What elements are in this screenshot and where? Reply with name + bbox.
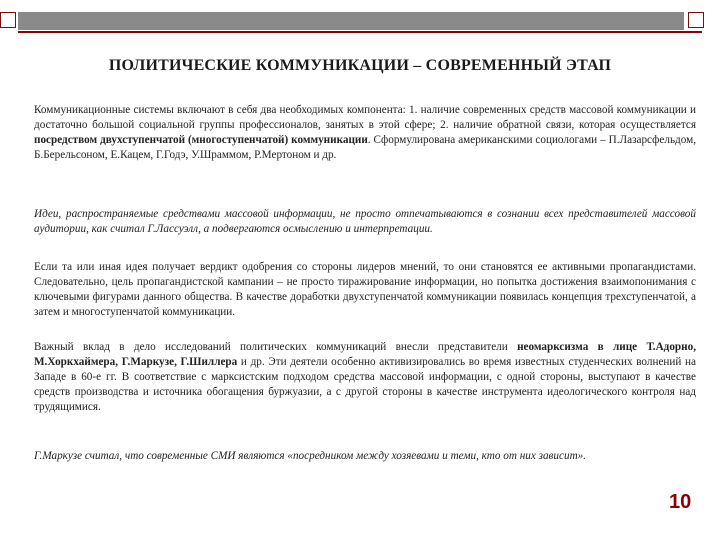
corner-square-right [688,12,704,28]
paragraph-components-text-a: Коммуникационные системы включают в себя два необходимых компонента: 1. наличие современных средств массовой коммуникации и достаточно большой социальной группы профессионалов, занятых в этой сфере; 2. наличие обратной связи, которая осуществляется [34,104,696,131]
paragraph-opinion-leaders: Если та или иная идея получает вердикт одобрения со стороны лидеров мнений, то они становятся ее активными пропагандистами. Следовательно, цель пропагандистской кампании – не просто тиражирование информации, но попытка достижения взаимопонимания с ключевыми фигурами данного общества. В качестве доработки двухступенчатой коммуникации появилась концепция трехступенчатой, а затем и многоступенчатой коммуникации. [34,261,696,318]
corner-square-left [0,12,16,28]
header-band [18,12,684,30]
paragraph-neomarxism-text-b: и др. Эти деятели особенно активизировались во время известных студенческих волнений на Западе в 60-е гг. В соответствие с марксистским подходом средства массовой информации, с одной стороны, выступают в качестве средств производства и источника обогащения буржуазии, а с другой стороны в качестве инструмента идеологического контроля над трудящимися. [34,356,696,413]
paragraph-neomarxism [34,340,696,415]
paragraph-components-bold: посредством двухступенчатой (многоступенчатой) коммуникации [34,134,368,146]
paragraph-marcuse-quote: Г.Маркузе считал, что современные СМИ являются «посредником между хозяевами и теми, кто от них зависит». [34,450,587,462]
paragraph-components [34,103,696,163]
paragraph-neomarxism-text-a: Важный вклад в дело исследований политических коммуникаций внесли представители [34,341,518,353]
slide-title: ПОЛИТИЧЕСКИЕ КОММУНИКАЦИИ – СОВРЕМЕННЫЙ ЭТАП [108,57,612,74]
page-number: 10 [669,491,692,513]
paragraph-neomarxism-bold: неомарксизма в лице Т.Адорно, М.Хоркхаймера, Г.Маркузе, Г.Шиллера [34,341,696,368]
paragraph-components-text-b: . Сформулирована американскими социологами – П.Лазарсфельдом, Б.Берельсоном, Е.Кацем, Г.Годэ, У.Шраммом, Р.Мертоном и др. [34,134,697,161]
header-divider [18,31,702,33]
paragraph-ideas: Идеи, распространяемые средствами массовой информации, не просто отпечатываются в сознании всех представителей массовой аудитории, как считал Г.Лассуэлл, а подвергаются осмыслению и интерпретации. [34,208,696,235]
